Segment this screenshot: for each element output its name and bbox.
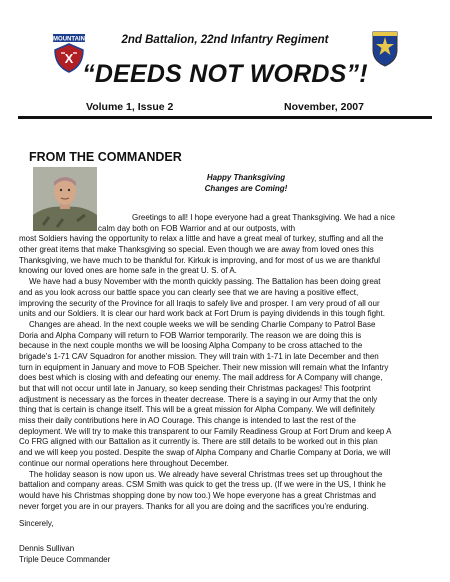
section-heading: FROM THE COMMANDER: [29, 150, 182, 164]
letter-line: miss their daily contributions here in AO Courage. This change is intended to last the rest of the: [19, 416, 356, 426]
issue-date: November, 2007: [284, 101, 364, 113]
letter-line: The holiday season is now upon us. We already have several Christmas trees set up throughout the: [29, 469, 383, 479]
letter-line: Changes are ahead. In the next couple weeks we will be sending Charlie Company to Patrol Base: [29, 319, 376, 329]
greeting-callout: [176, 172, 316, 194]
letter-line: would have his Christmas shopping done by now too.) We hope everyone has a great Christmas and: [19, 490, 376, 500]
letter-line: Thanksgiving, we have much to be thankful for. Kirkuk is improving, and for most of us we are thankful: [19, 255, 381, 265]
signature-title: Triple Deuce Commander: [19, 554, 111, 564]
letter-line: never forget you are in our prayers. Thanks for all you are doing and the sacrifices you’re enduring.: [19, 501, 369, 511]
letter-line: thing that is certain is change itself. This will be a great mission for Alpha Company. We will definitely: [19, 405, 375, 415]
letter-line: We have had a busy November with the month quickly passing. The Battalion has been doing great: [29, 277, 381, 287]
letter-line: deployment. We will try to make this transparent to our Family Readiness Group at Fort Drum and keep A: [19, 426, 392, 436]
letter-line: and as you look across our battle space you can clearly see that we are having a positive effect,: [19, 287, 359, 297]
letter-line: continue our normal operations here throughout December.: [19, 458, 229, 468]
letter-line: does best which is closing with and defeating our enemy. The mail address for A Company will change,: [19, 373, 383, 383]
letter-line: because in the next couple months we will be loosing Alpha Company to be cross attached to the: [19, 341, 363, 351]
letter-line: Doria and Alpha Company will return to FOB Warrior temporarily. The reason we are doing this is: [19, 330, 362, 340]
letter-line: and we will keep you posted. Despite the swap of Alpha Company and Charlie Company at Doria, we will: [19, 448, 391, 458]
patch-tab-text: MOUNTAIN: [53, 36, 85, 43]
letter-line: units and our Soldiers. It is clear our hard work back at Fort Drum is paying dividends in this tough fight.: [19, 309, 385, 319]
letter-signoff: Sincerely,: [19, 519, 54, 528]
letter-line: turn in equipment in January and move to FOB Speicher. Their new mission will remain what the Infantry: [19, 362, 389, 372]
greeting-line-1: Happy Thanksgiving: [206, 173, 286, 182]
header-divider: [18, 116, 432, 119]
letter-line: Greetings to all! I hope everyone had a great Thanksgiving. We had a nice: [132, 213, 395, 222]
signature-block: [19, 544, 110, 565]
unit-name: 2nd Battalion, 22nd Infantry Regiment: [121, 34, 329, 46]
signature-name: Dennis Sullivan: [19, 544, 75, 553]
letter-line: adjustment is necessary as the forces in theater decrease. There is a saying in our Army that the only: [19, 394, 378, 404]
letter-line: but that will not occur until late in January, so keep sending their Christmas packages! This footprint: [19, 384, 371, 393]
letter-line: other great items that make Thanksgiving so special. Even though we are away from loved ones this: [19, 245, 374, 255]
letter-line: Co FRG aligned with our Battalion as it currently is. There are still details to be worked out in this plan: [19, 437, 378, 447]
issue-number: Volume 1, Issue 2: [86, 101, 174, 113]
greeting-line-2: Changes are Coming!: [204, 184, 288, 193]
letter-body: [19, 213, 395, 512]
letter-line: most Soldiers having the opportunity to relax a little and have a great meal of turkey, stuffing and all the: [19, 234, 384, 244]
newsletter-masthead: “DEEDS NOT WORDS”!: [82, 60, 368, 88]
letter-line: brigade’s 1-71 CAV Squadron for another mission. They will train with 1-71 in late December and then: [19, 351, 379, 361]
svg-text:X: X: [64, 51, 74, 66]
letter-line: improving the security of the Province for all Iraqis to safely live and prosper. I am very proud of all our: [19, 298, 380, 308]
letter-line: knowing our loved ones are home safe in the great U. S. of A.: [19, 266, 237, 276]
letter-line: calm day both on FOB Warrior and at our outposts, with: [98, 223, 296, 233]
letter-line: battalion and company areas. CSM Smith was quick to get the tress up. (If we were in the US, I think he: [19, 480, 386, 490]
